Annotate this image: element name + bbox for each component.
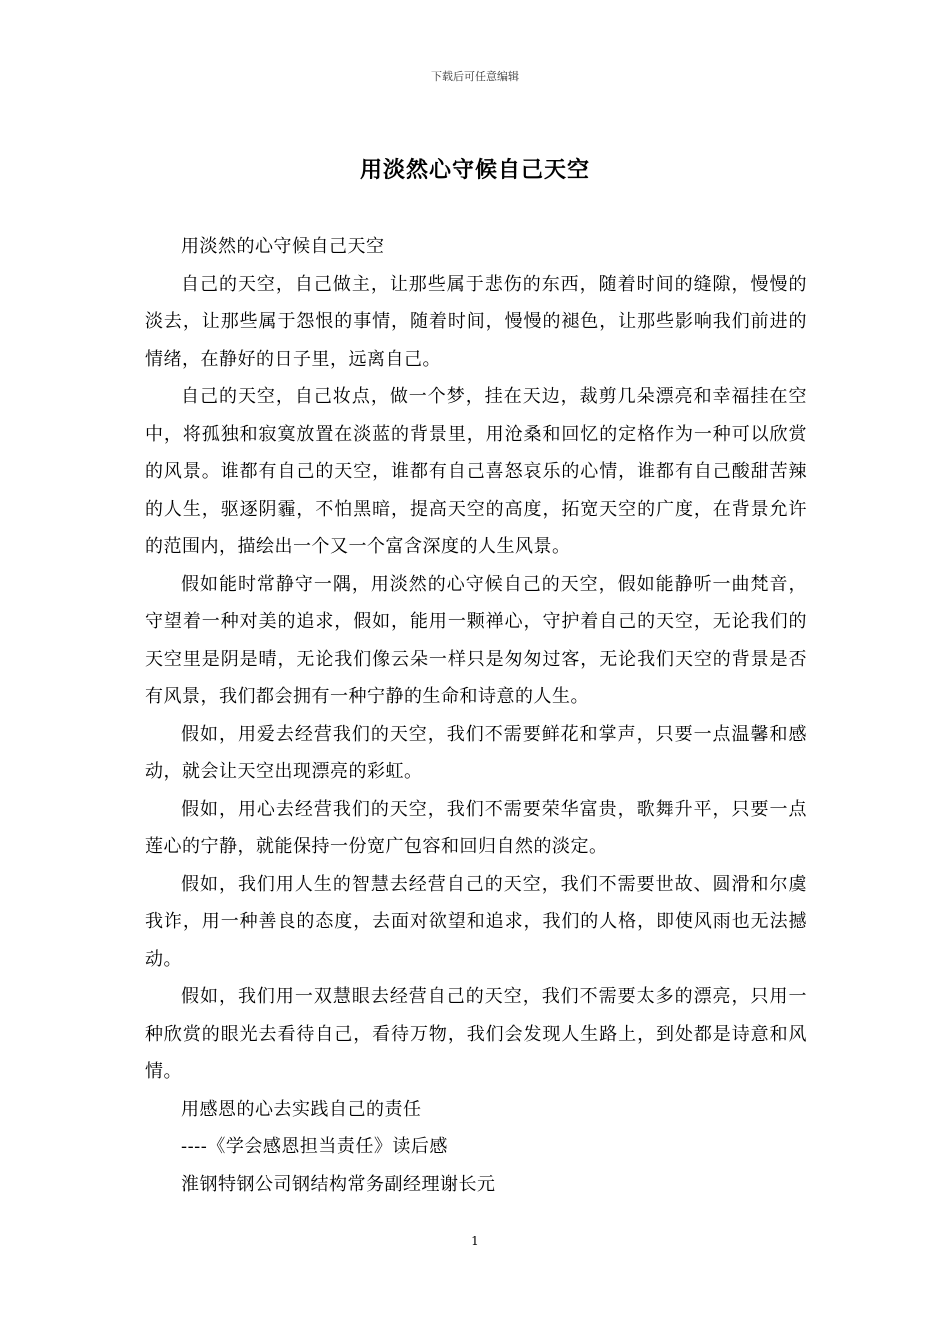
body-paragraph: 自己的天空，自己妆点，做一个梦，挂在天边，裁剪几朵漂亮和幸福挂在空中，将孤独和寂寞放置在淡蓝的背景里，用沧桑和回忆的定格作为一种可以欣赏的风景。谁都有自己的天空，谁都有自己喜怒哀乐的心情，谁都有自己酸甜苦辣的人生，驱逐阴霾，不怕黑暗，提高天空的高度，拓宽天空的广度，在背景允许的范围内，描绘出一个又一个富含深度的人生风景。 (145, 386, 807, 557)
body-paragraph: 假如能时常静守一隅，用淡然的心守候自己的天空，假如能静听一曲梵音，守望着一种对美的追求，假如，能用一颗禅心，守护着自己的天空，无论我们的天空里是阴是晴，无论我们像云朵一样只是匆匆过客，无论我们天空的背景是否有风景，我们都会拥有一种宁静的生命和诗意的人生。 (145, 573, 807, 707)
section-subheading: ----《学会感恩担当责任》读后感 (181, 1136, 448, 1157)
body-paragraph: 假如，用心去经营我们的天空，我们不需要荣华富贵，歌舞升平，只要一点莲心的宁静，就能保持一份宽广包容和回归自然的淡定。 (145, 798, 807, 857)
document-title: 用淡然心守候自己天空 (359, 157, 590, 183)
page-number: 1 (471, 1234, 479, 1248)
page-header: 下载后可任意编辑 (431, 70, 519, 83)
author-line: 淮钢特钢公司钢结构常务副经理谢长元 (181, 1173, 496, 1195)
subtitle-paragraph: 用淡然的心守候自己天空 (181, 236, 385, 257)
document-body (145, 228, 807, 1203)
body-paragraph: 自己的天空，自己做主，让那些属于悲伤的东西，随着时间的缝隙，慢慢的淡去，让那些属于怨恨的事情，随着时间，慢慢的褪色，让那些影响我们前进的情绪，在静好的日子里，远离自己。 (145, 273, 807, 370)
body-paragraph: 假如，用爱去经营我们的天空，我们不需要鲜花和掌声，只要一点温馨和感动，就会让天空出现漂亮的彩虹。 (145, 723, 807, 782)
body-paragraph: 假如，我们用一双慧眼去经营自己的天空，我们不需要太多的漂亮，只用一种欣赏的眼光去看待自己，看待万物，我们会发现人生路上，到处都是诗意和风情。 (145, 986, 807, 1082)
body-paragraph: 假如，我们用人生的智慧去经营自己的天空，我们不需要世故、圆滑和尔虞我诈，用一种善良的态度，去面对欲望和追求，我们的人格，即使风雨也无法撼动。 (145, 873, 807, 970)
section-heading: 用感恩的心去实践自己的责任 (181, 1098, 422, 1120)
